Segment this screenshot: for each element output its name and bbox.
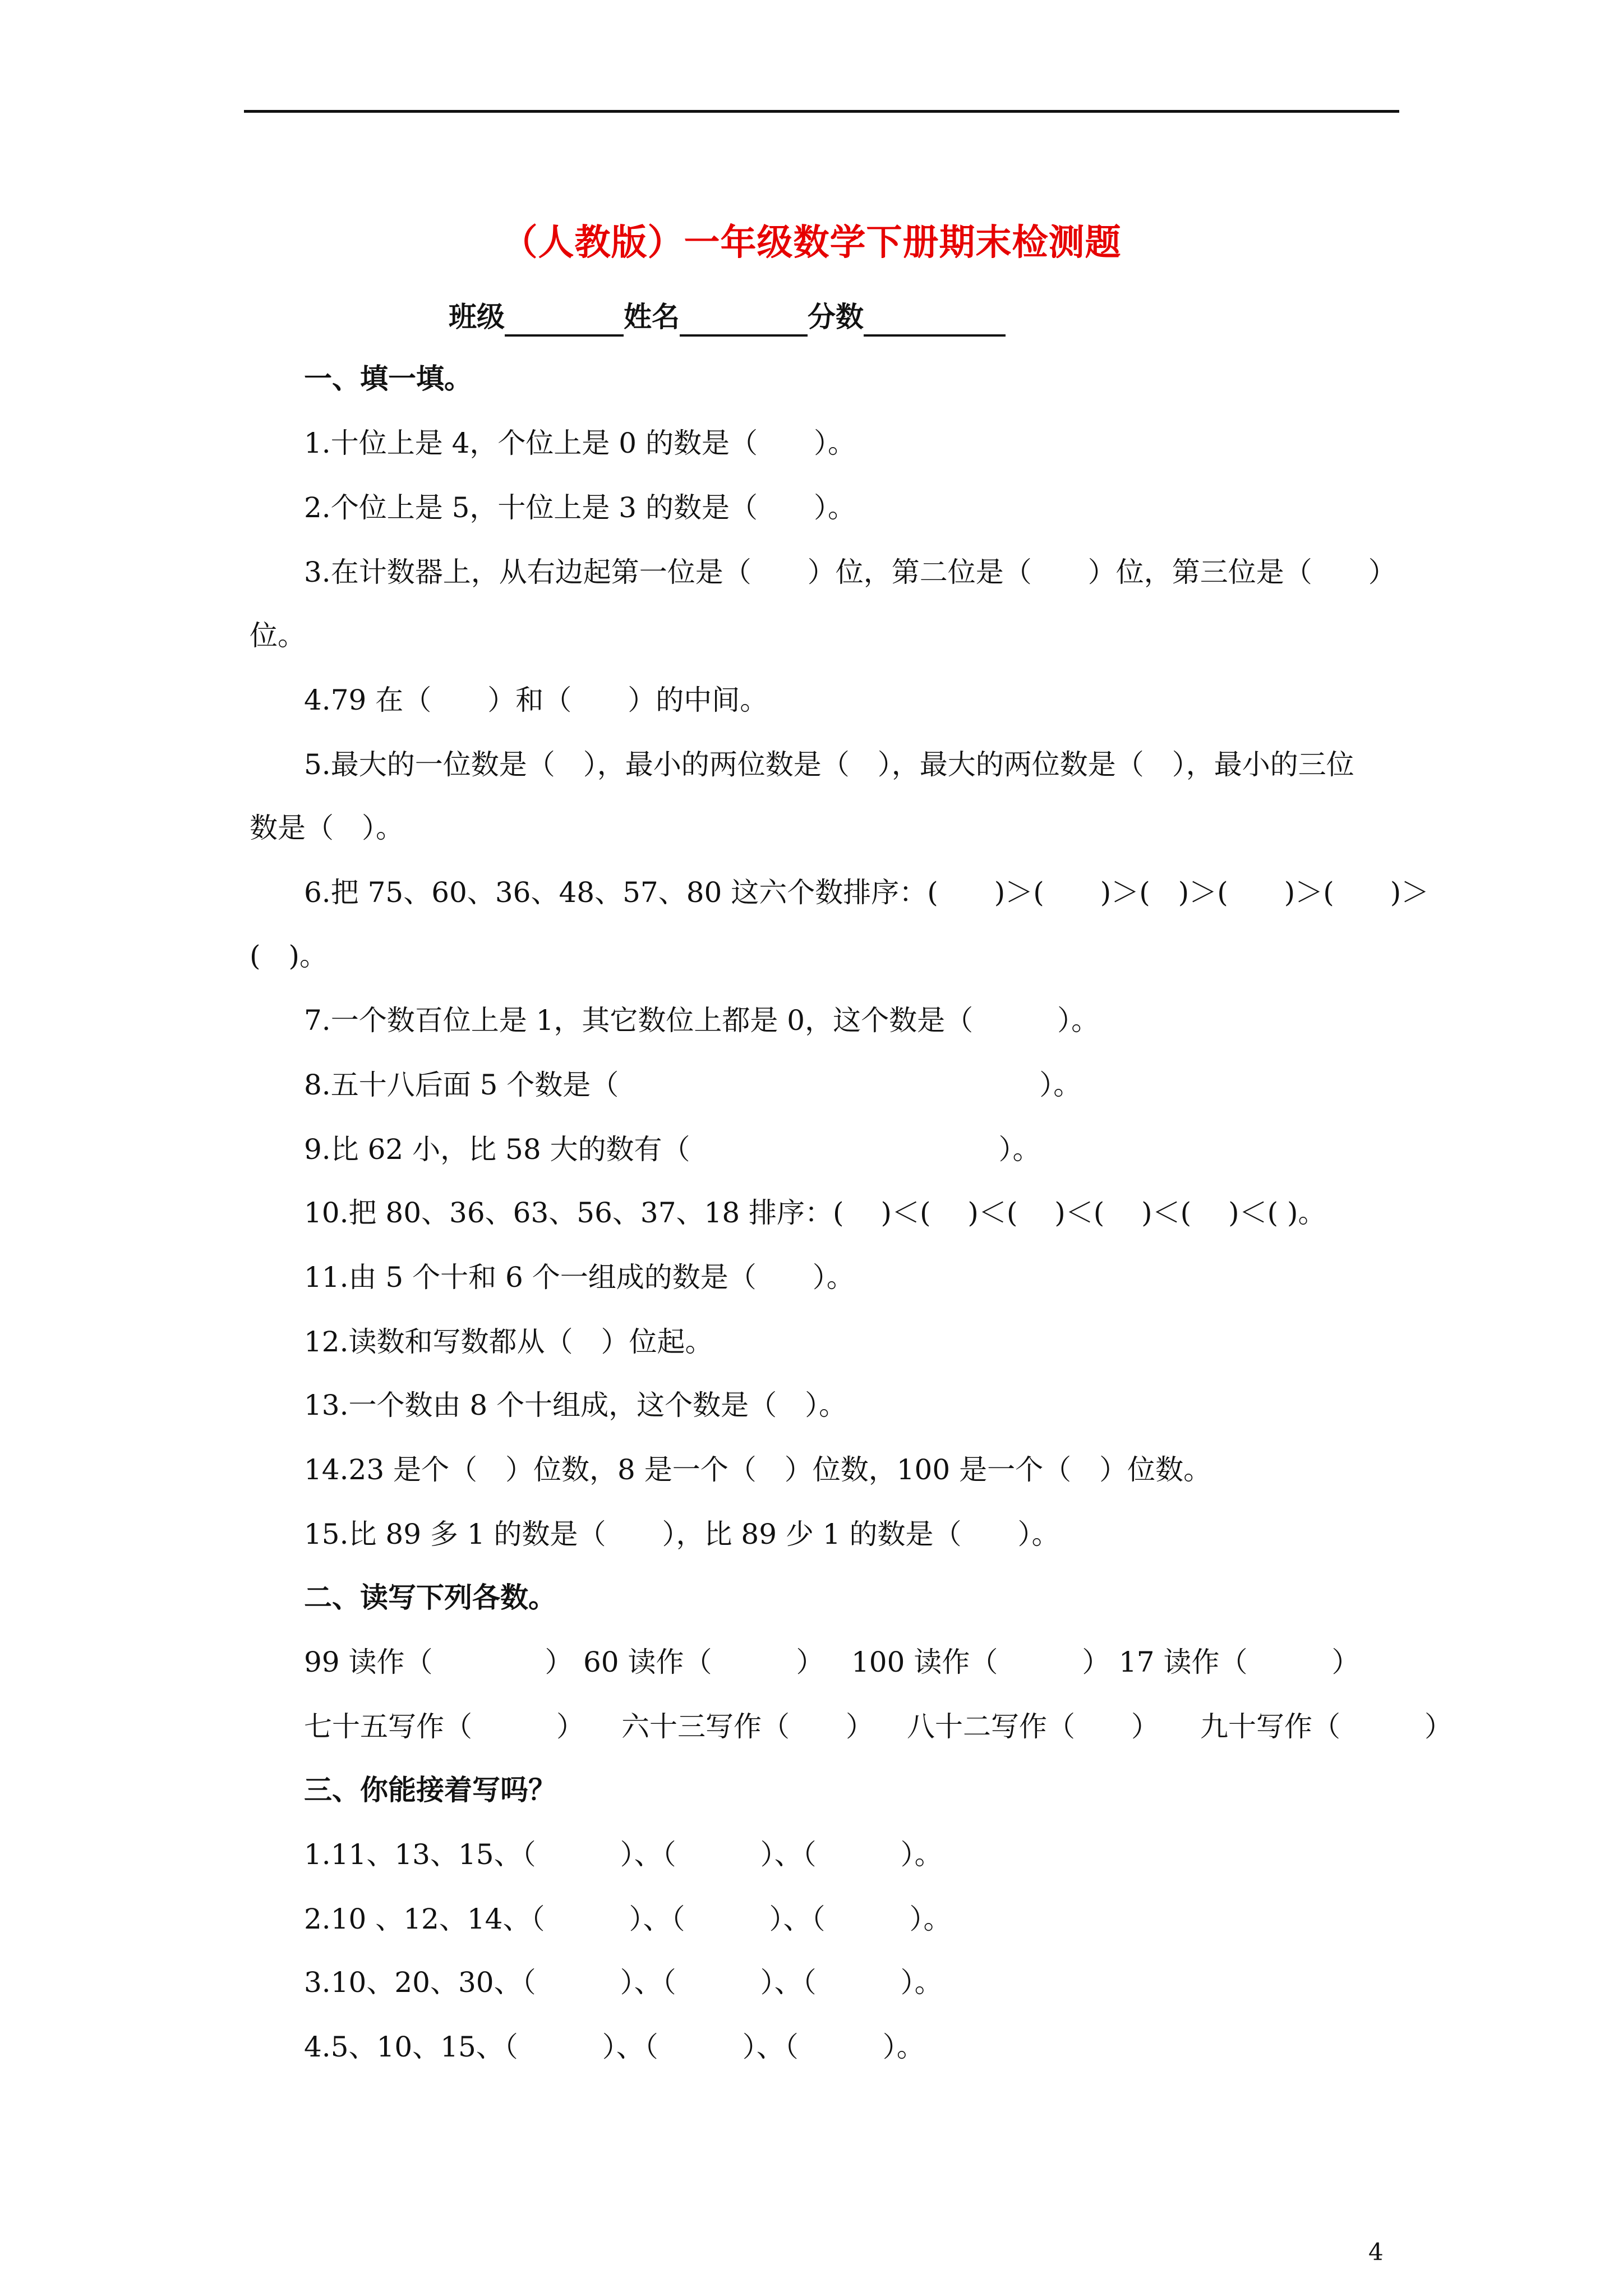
sequence-4: 4.5、10、15、（ ）、（ ）、（ ）。 — [304, 2031, 925, 2063]
score-label: 分数 — [808, 300, 864, 333]
question-1-2: 2.个位上是 5，十位上是 3 的数是（ ）。 — [304, 491, 856, 524]
page-title: （人教版）一年级数学下册期末检测题 — [501, 222, 1122, 264]
read-17: 17 读作（ ） — [1119, 1646, 1360, 1678]
question-1-6: 6.把 75、60、36、48、57、80 这六个数排序：( )＞( )＞( )＞( )＞( )＞ — [304, 876, 1430, 909]
read-100: 100 读作（ ） — [851, 1646, 1110, 1678]
write-82: 八十二写作（ ） — [907, 1710, 1159, 1743]
score-blank — [864, 303, 1006, 337]
write-75: 七十五写作（ ） — [304, 1710, 584, 1743]
question-1-15: 15.比 89 多 1 的数是（ ），比 89 少 1 的数是（ ）。 — [304, 1518, 1060, 1550]
question-1-14: 14.23 是个（ ）位数，8 是一个（ ）位数，100 是一个（ ）位数。 — [304, 1453, 1212, 1486]
question-1-3-continued: 位。 — [250, 619, 306, 652]
question-1-10: 10.把 80、36、63、56、37、18 排序：( )＜( )＜( )＜( )＜( )＜( )。 — [304, 1197, 1326, 1229]
question-1-7: 7.一个数百位上是 1，其它数位上都是 0，这个数是（ ）。 — [304, 1004, 1100, 1037]
class-label: 班级 — [449, 300, 505, 333]
question-1-5: 5.最大的一位数是（ ），最小的两位数是（ ），最大的两位数是（ ），最小的三位 — [304, 748, 1354, 781]
question-1-3: 3.在计数器上，从右边起第一位是（ ）位，第二位是（ ）位，第三位是（ ） — [304, 556, 1396, 588]
read-60: 60 读作（ ） — [583, 1646, 824, 1678]
question-1-9: 9.比 62 小，比 58 大的数有（ ）。 — [304, 1133, 1041, 1166]
sequence-2: 2.10 、12、14、（ ）、（ ）、（ ）。 — [304, 1903, 952, 1935]
question-1-8: 8.五十八后面 5 个数是（ ）。 — [304, 1069, 1082, 1101]
class-blank — [505, 303, 624, 337]
header-rule — [244, 110, 1399, 113]
name-label: 姓名 — [624, 300, 680, 333]
section-heading-continue-sequence: 三、你能接着写吗？ — [304, 1773, 556, 1806]
question-1-4: 4.79 在（ ）和（ ）的中间。 — [304, 684, 768, 716]
read-99: 99 读作（ ） — [304, 1646, 573, 1678]
student-info-line — [449, 297, 1006, 337]
question-1-12: 12.读数和写数都从（ ）位起。 — [304, 1326, 713, 1358]
write-63: 六十三写作（ ） — [621, 1710, 874, 1743]
sequence-3: 3.10、20、30、（ ）、（ ）、（ ）。 — [304, 1966, 943, 1999]
section-heading-fill-in: 一、填一填。 — [304, 362, 472, 395]
question-1-6-continued: ( )。 — [250, 940, 328, 972]
write-90: 九十写作（ ） — [1200, 1710, 1453, 1743]
name-blank — [680, 303, 808, 337]
page-number: 4 — [1368, 2238, 1384, 2266]
section-heading-read-write: 二、读写下列各数。 — [304, 1581, 556, 1614]
question-1-5-continued: 数是（ ）。 — [250, 812, 404, 844]
sequence-1: 1.11、13、15、（ ）、（ ）、（ ）。 — [304, 1838, 943, 1871]
question-1-1: 1.十位上是 4，个位上是 0 的数是（ ）。 — [304, 427, 856, 459]
question-1-11: 11.由 5 个十和 6 个一组成的数是（ ）。 — [304, 1261, 855, 1294]
question-1-13: 13.一个数由 8 个十组成，这个数是（ ）。 — [304, 1389, 847, 1421]
